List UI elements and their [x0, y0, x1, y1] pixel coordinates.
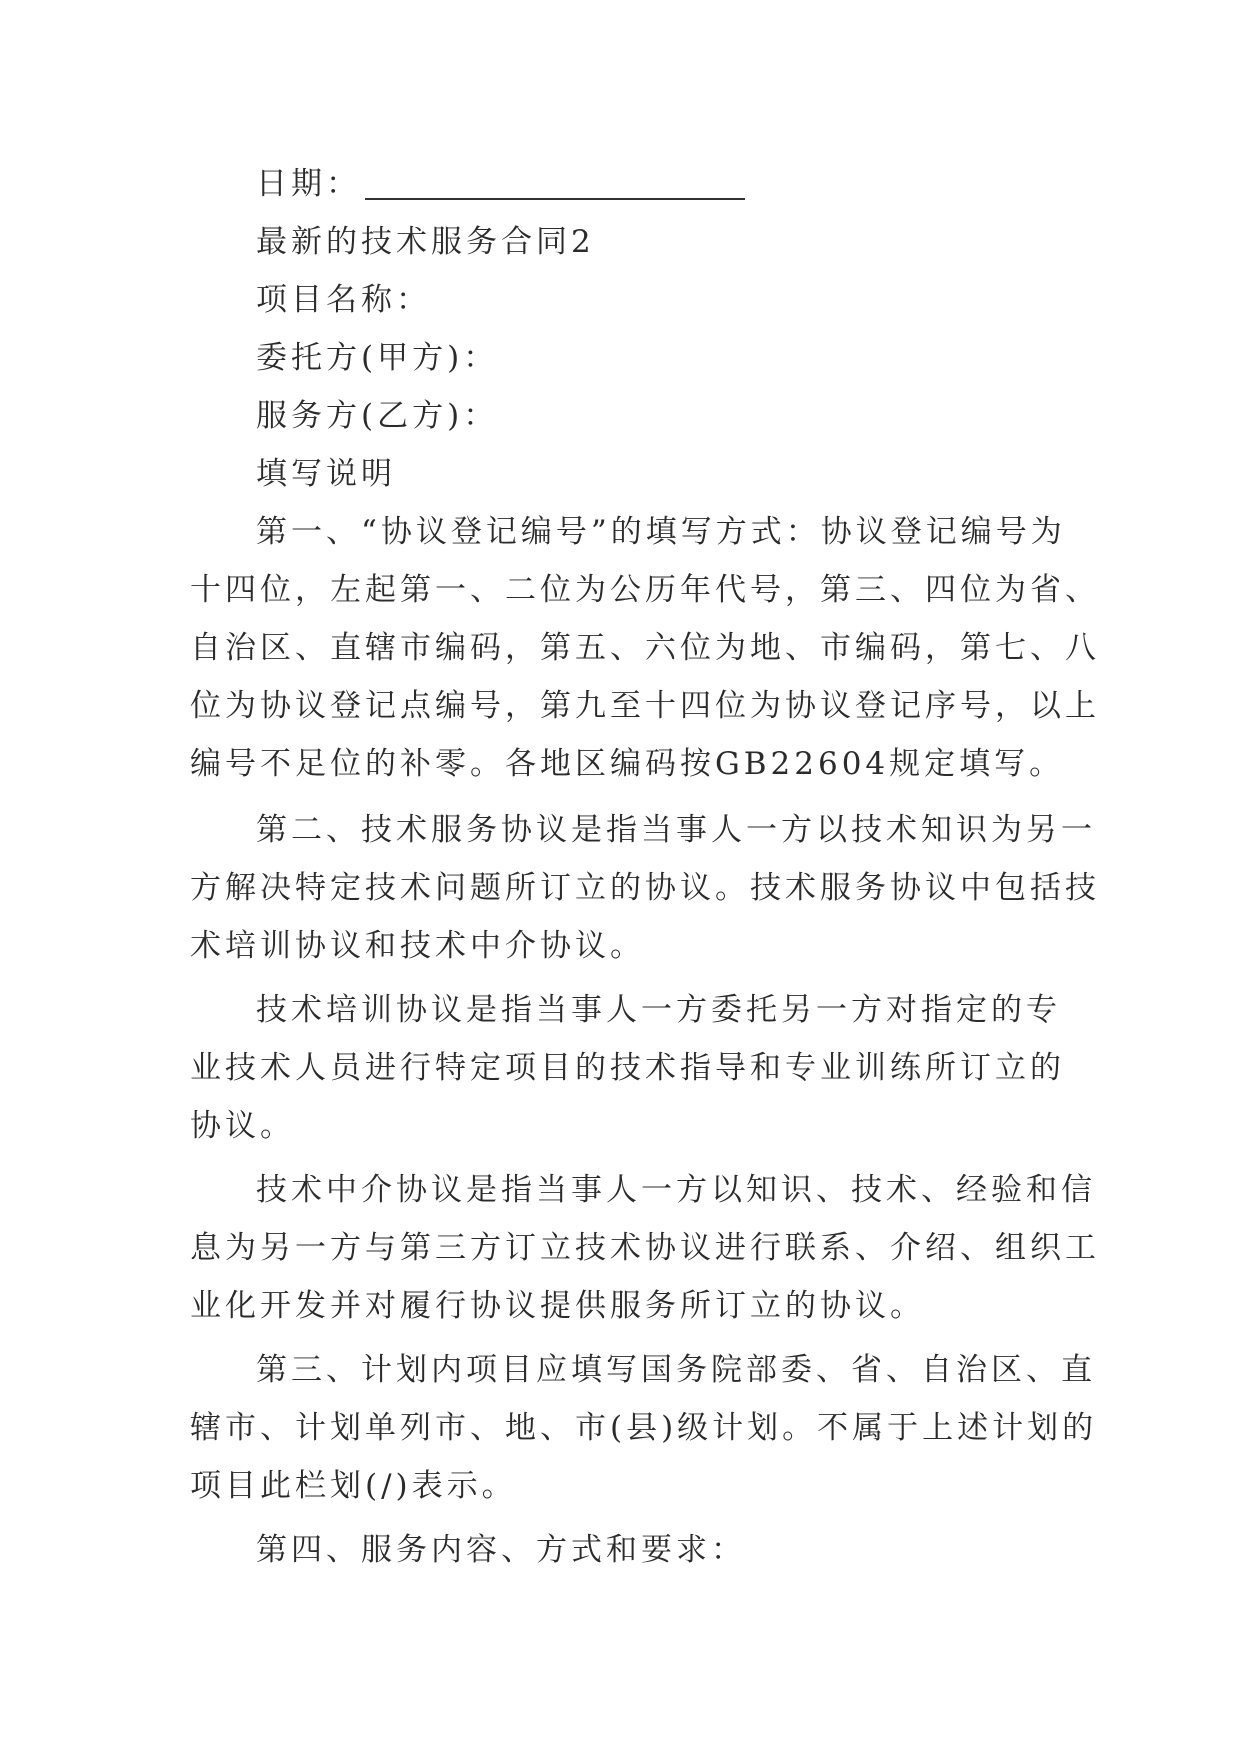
paragraph-line: 编号不足位的补零。各地区编码按GB22604规定填写。	[190, 746, 1065, 782]
paragraph-line: 术培训协议和技术中介协议。	[190, 928, 645, 964]
paragraph-line: 息为另一方与第三方订立技术协议进行联系、介绍、组织工	[190, 1230, 1100, 1266]
paragraph-line: 第二、技术服务协议是指当事人一方以技术知识为另一	[256, 812, 1096, 848]
paragraph-line: 十四位，左起第一、二位为公历年代号，第三、四位为省、	[190, 572, 1100, 608]
paragraph-line: 技术培训协议是指当事人一方委托另一方对指定的专	[256, 992, 1061, 1028]
date-line	[256, 164, 1136, 204]
date-label: 日期：	[256, 166, 361, 202]
paragraph-line: 项目此栏划(/)表示。	[190, 1468, 517, 1504]
client-label: 委托方(甲方)：	[256, 340, 499, 376]
paragraph-line: 辖市、计划单列市、地、市(县)级计划。不属于上述计划的	[190, 1410, 1098, 1446]
paragraph-line: 自治区、直辖市编码，第五、六位为地、市编码，第七、八	[190, 630, 1100, 666]
paragraph-line: 第一、“协议登记编号”的填写方式：协议登记编号为	[256, 514, 1066, 550]
service-provider-label: 服务方(乙方)：	[256, 398, 499, 434]
paragraph-line: 协议。	[190, 1108, 295, 1144]
paragraph-line: 第三、计划内项目应填写国务院部委、省、自治区、直	[256, 1352, 1096, 1388]
paragraph-line: 业技术人员进行特定项目的技术指导和专业训练所订立的	[190, 1050, 1065, 1086]
document-title: 最新的技术服务合同2	[256, 224, 595, 260]
date-blank-underline	[365, 198, 745, 200]
paragraph-line: 业化开发并对履行协议提供服务所订立的协议。	[190, 1288, 925, 1324]
paragraph-line: 第四、服务内容、方式和要求：	[256, 1532, 746, 1568]
paragraph-line: 方解决特定技术问题所订立的协议。技术服务协议中包括技	[190, 870, 1100, 906]
paragraph-line: 技术中介协议是指当事人一方以知识、技术、经验和信	[256, 1172, 1096, 1208]
paragraph-line: 位为协议登记点编号，第九至十四位为协议登记序号，以上	[190, 688, 1100, 724]
instructions-heading: 填写说明	[256, 456, 396, 492]
project-name-label: 项目名称：	[256, 282, 431, 318]
